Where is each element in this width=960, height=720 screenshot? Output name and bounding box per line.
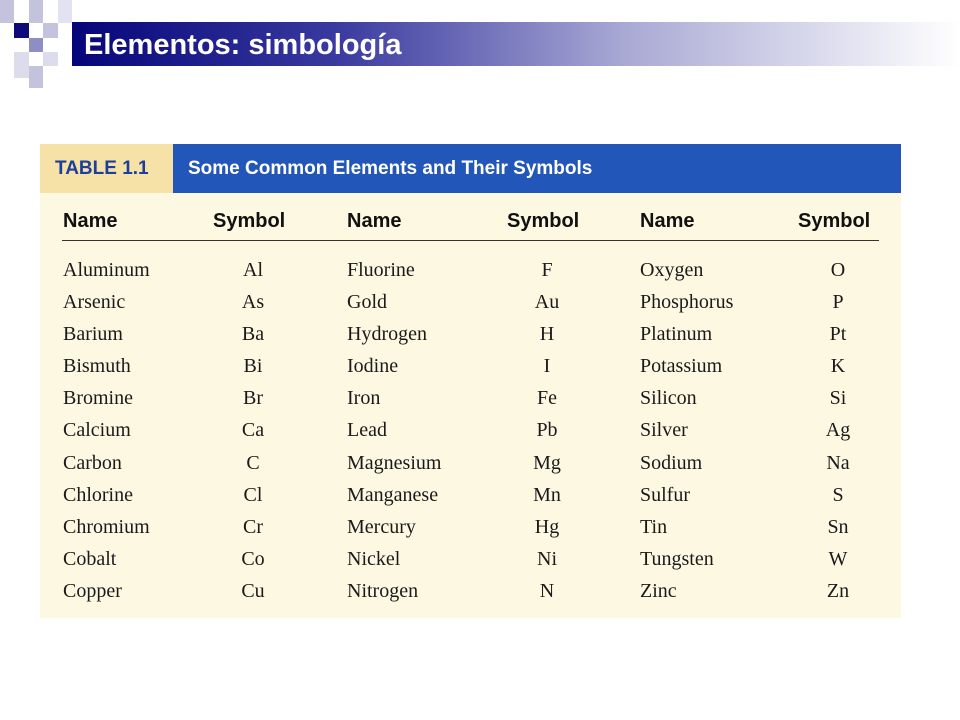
slide-title: Elementos: simbología bbox=[84, 29, 402, 61]
element-symbol: N bbox=[539, 579, 555, 602]
decor-square bbox=[29, 0, 43, 23]
name-column-2 bbox=[347, 254, 487, 607]
symbol-column-2 bbox=[514, 254, 580, 607]
element-name: Silver bbox=[640, 419, 688, 442]
element-name: Sodium bbox=[640, 451, 703, 474]
element-name: Cobalt bbox=[63, 547, 117, 570]
element-name: Mercury bbox=[347, 515, 416, 538]
decor-square bbox=[29, 66, 43, 88]
element-symbol: Sn bbox=[827, 515, 849, 538]
element-name: Carbon bbox=[63, 451, 122, 474]
symbol-column-1 bbox=[220, 254, 286, 607]
element-symbol: Mg bbox=[533, 451, 561, 474]
decor-square bbox=[29, 38, 43, 52]
element-symbol: Pb bbox=[536, 419, 558, 442]
element-name: Phosphorus bbox=[640, 291, 734, 314]
header-name-2: Name bbox=[347, 210, 402, 232]
header-symbol-3: Symbol bbox=[798, 210, 871, 232]
element-symbol: H bbox=[539, 323, 555, 346]
element-symbol: As bbox=[241, 291, 265, 314]
element-symbol: Zn bbox=[826, 579, 850, 602]
element-name: Chlorine bbox=[63, 483, 133, 506]
element-name: Bismuth bbox=[63, 355, 131, 378]
header-name-1: Name bbox=[63, 210, 118, 232]
header-divider bbox=[62, 240, 879, 241]
element-symbol: Cr bbox=[243, 515, 263, 538]
element-symbol: Ag bbox=[825, 419, 851, 442]
element-symbol: Br bbox=[243, 387, 263, 410]
element-name: Iodine bbox=[347, 355, 399, 378]
elements-table bbox=[40, 144, 901, 618]
element-name: Calcium bbox=[63, 419, 131, 442]
element-name: Iron bbox=[347, 387, 381, 410]
element-symbol: Ni bbox=[537, 547, 557, 570]
element-name: Nitrogen bbox=[347, 579, 419, 602]
element-name: Platinum bbox=[640, 323, 713, 346]
element-symbol: Ba bbox=[241, 323, 265, 346]
element-name: Lead bbox=[347, 419, 387, 442]
element-name: Barium bbox=[63, 323, 123, 346]
decor-square bbox=[0, 0, 14, 23]
element-name: Tin bbox=[640, 515, 668, 538]
element-symbol: Cl bbox=[243, 483, 263, 506]
decor-square bbox=[14, 23, 29, 38]
element-symbol: Fe bbox=[537, 387, 557, 410]
element-symbol: I bbox=[543, 355, 551, 378]
element-name: Potassium bbox=[640, 355, 723, 378]
decor-square bbox=[14, 52, 29, 78]
element-symbol: Au bbox=[534, 291, 560, 314]
decor-square bbox=[58, 0, 72, 23]
title-bar bbox=[72, 22, 960, 66]
element-symbol: Al bbox=[243, 259, 263, 281]
element-name: Nickel bbox=[347, 547, 401, 570]
element-symbol: W bbox=[828, 547, 848, 570]
element-symbol: F bbox=[541, 259, 553, 281]
element-symbol: Ca bbox=[241, 419, 265, 442]
element-name: Magnesium bbox=[347, 451, 442, 474]
element-symbol: Co bbox=[241, 547, 265, 570]
element-symbol: Si bbox=[829, 387, 847, 410]
table-caption: Some Common Elements and Their Symbols bbox=[173, 144, 901, 193]
element-name: Hydrogen bbox=[347, 323, 427, 346]
symbol-column-3 bbox=[805, 254, 871, 607]
element-name: Silicon bbox=[640, 387, 697, 410]
element-symbol: Na bbox=[826, 451, 850, 474]
element-symbol: P bbox=[832, 291, 844, 314]
element-name: Bromine bbox=[63, 387, 133, 410]
element-symbol: C bbox=[246, 451, 260, 474]
element-symbol: Cu bbox=[241, 579, 265, 602]
element-name: Fluorine bbox=[347, 259, 415, 281]
header-symbol-2: Symbol bbox=[507, 210, 580, 232]
element-name: Arsenic bbox=[63, 291, 126, 314]
name-column-3 bbox=[640, 254, 780, 607]
element-symbol: Bi bbox=[243, 355, 263, 378]
header-name-3: Name bbox=[640, 210, 695, 232]
element-name: Aluminum bbox=[63, 259, 150, 281]
element-name: Tungsten bbox=[640, 547, 714, 570]
decor-square bbox=[43, 52, 58, 66]
name-column-1 bbox=[63, 254, 193, 607]
element-name: Oxygen bbox=[640, 259, 704, 281]
element-name: Zinc bbox=[640, 579, 677, 602]
decor-square bbox=[43, 23, 58, 38]
element-symbol: Hg bbox=[534, 515, 560, 538]
element-name: Chromium bbox=[63, 515, 150, 538]
element-symbol: S bbox=[832, 483, 844, 506]
element-name: Copper bbox=[63, 579, 122, 602]
element-symbol: K bbox=[830, 355, 846, 378]
header-symbol-1: Symbol bbox=[213, 210, 286, 232]
element-name: Sulfur bbox=[640, 483, 690, 506]
element-symbol: Mn bbox=[533, 483, 561, 506]
element-symbol: O bbox=[830, 259, 846, 281]
element-name: Manganese bbox=[347, 483, 439, 506]
element-name: Gold bbox=[347, 291, 387, 314]
table-caption-row bbox=[40, 144, 901, 193]
table-label: TABLE 1.1 bbox=[40, 144, 173, 193]
element-symbol: Pt bbox=[829, 323, 847, 346]
